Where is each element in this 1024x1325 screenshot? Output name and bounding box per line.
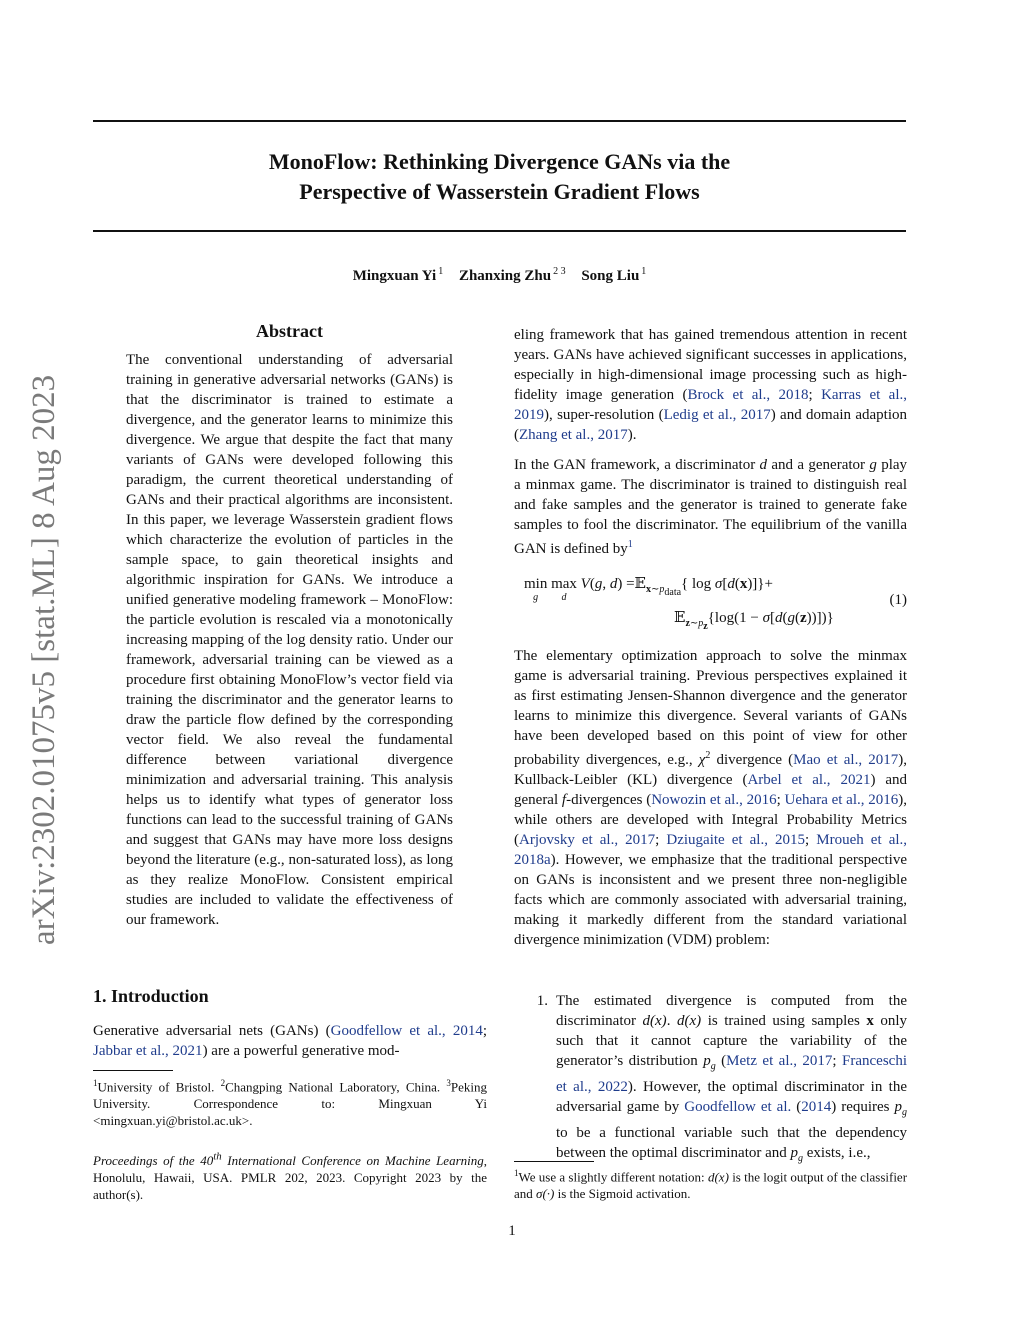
citation-link[interactable]: Dziugaite et al., 2015 [666,832,806,848]
author: Mingxuan Yi $^1$ [352,266,444,284]
affiliation-footnote: $^1$University of Bristol. $^2$Changping National Laboratory, China. $^3$Peking University. Correspondence to: Mingxuan Yi <mingxuan.yi@bristol.ac.uk>. [93,1078,488,1129]
citation-link[interactable]: Uehara et al., 2016 [784,792,899,808]
citation-link[interactable]: Franceschi et al., 2022 [556,1053,908,1095]
citation-link[interactable]: Ledig et al., 2017 [663,407,771,423]
title-line-2: Perspective of Wasserstein Gradient Flows [299,179,700,204]
section-heading-introduction: 1. Introduction [93,986,209,1006]
list-item: 1. The estimated divergence is computed from the discriminator d(x). d(x) is trained using samples x only such that it cannot capture the variability of the generator’s distribution $p_g$ (Metz et al., 2017; Franceschi et al., 2022). However, the optimal discriminator in the adversarial game by Goodfellow et al. (2014) requires $p_g$ to be a functional variable such that the dependency between the optimal discriminator and $p_g$ exists, i.e., [536,993,908,1164]
arxiv-identifier-stamp: arXiv:2302.01075v5 [stat.ML] 8 Aug 2023 [26,374,62,945]
proceedings-notice: Proceedings of the 40th International Conference on Machine Learning, Honolulu, Hawaii, USA. PMLR 202, 2023. Copyright 2023 by the author(s). [93,1151,488,1203]
right-column-paragraph-3: The elementary optimization approach to solve the minmax game is adversarial training. Previous perspectives explained it as first estimating Jensen-Shannon divergence and the generator learns to minimize this divergence. Several variants of GANs have been developed based on this point of view for other probability divergences, e.g., $\chi^2$ divergence (Mao et al., 2017), Kullback-Leibler (KL) divergence (Arbel et al., 2021) and general f-divergences (Nowozin et al., 2016; Uehara et al., 2016), while others are developed with Integral Probability Metrics (Arjovsky et al., 2017; Dziugaite et al., 2015; Mroueh et al., 2018a). However, we emphasize that the traditional perspective on GANs is inconsistent and we present three non-negligible facts which are commonly associated with adversarial training, making it markedly different from the standard variational divergence minimization (VDM) problem: [514,648,908,948]
top-rule [93,120,906,122]
right-column-paragraph-1: eling framework that has gained tremendous attention in recent years. GANs have achieved significant successes in applications, especially in high-dimensional image processing such as high-fidelity image generation (Brock et al., 2018; Karras et al., 2019), super-resolution (Ledig et al., 2017) and domain adaption (Zhang et al., 2017). [514,327,908,443]
intro-paragraph: Generative adversarial nets (GANs) (Goodfellow et al., 2014; Jabbar et al., 2021) are a powerful generative mod- [93,1023,487,1059]
author-list [93,266,906,285]
citation-link[interactable]: Arbel et al., 2021 [747,772,871,788]
footnote-marker[interactable]: 1 [627,539,633,550]
citation-link[interactable]: Brock et al., 2018 [687,387,809,403]
abstract-text: The conventional understanding of adversarial training in generative adversarial networks (GANs) is that the discriminator is trained to estimate a divergence, and the generator learns to minimize this divergence. We argue that despite the fact that many variants of GANs were developed following this paradigm, the current theoretical understanding of GANs and their practical algorithms are inconsistent. In this paper, we leverage Wasserstein gradient flows which characterize the evolution of particles in the sample space, to gain theoretical insights and algorithmic inspiration for GANs. We introduce a unified generative modeling framework – MonoFlow: the particle evolution is rescaled via a monotonically increasing mapping of the log density ratio. Under our framework, adversarial training can be viewed as a procedure first obtaining MonoFlow’s vector field via training the discriminator and the generator learns to draw the particle flow defined by the corresponding vector field. We also reveal the fundamental difference between variational divergence minimization and adversarial training. This analysis helps us to identify what types of generator loss functions can lead to the successful training of GANs and suggest that GANs may have more loss designs beyond the literature (e.g., non-saturated loss), as long as they realize MonoFlow. Consistent empirical studies are included to validate the effectiveness of our framework. [126,352,453,928]
facts-list [514,991,907,1169]
citation-link[interactable]: Karras et al., 2019 [514,387,908,423]
author: Song Liu $^1$ [581,266,647,284]
footnote-rule [514,1161,594,1162]
right-column-paragraph-2: In the GAN framework, a discriminator d and a generator g play a minmax game. The discriminator is trained to distinguish real and fake samples and the generator is trained to generate fake samples to fool the discriminator. The equilibrium of the vanilla GAN is defined by$^1$ [514,457,908,557]
citation-link[interactable]: Nowozin et al., 2016 [651,792,777,808]
citation-link[interactable]: Zhang et al., 2017 [519,427,628,443]
equation-1: min g max d V(g, d) =𝔼$_{x\sim p_{data}}${ log σ[d(x)]}+ 𝔼$_{z\sim p_z}${log(1 − σ[d(g(z))])} (1) [524,576,907,632]
author: Zhanxing Zhu $^{2 3}$ [458,266,566,284]
citation-link[interactable]: 2014 [801,1099,832,1115]
page-number: 1 [508,1223,516,1239]
citation-link[interactable]: Mao et al., 2017 [793,752,899,768]
citation-link[interactable]: Goodfellow et al. [684,1099,792,1115]
footnote-rule [93,1070,173,1071]
abstract-heading: Abstract [256,321,323,341]
title-bottom-rule [93,230,906,232]
title-line-1: MonoFlow: Rethinking Divergence GANs via the [268,149,731,174]
citation-link[interactable]: Metz et al., 2017 [726,1053,833,1069]
citation-link[interactable]: Mroueh et al., 2018a [514,832,908,868]
footnote-1: $^1$We use a slightly different notation: d(x) is the logit output of the classifier and σ(·) is the Sigmoid activation. [514,1168,908,1202]
citation-link[interactable]: Arjovsky et al., 2017 [519,832,656,848]
citation-link[interactable]: Jabbar et al., 2021 [93,1043,203,1059]
paper-title [93,147,906,207]
citation-link[interactable]: Goodfellow et al., 2014 [330,1023,483,1039]
